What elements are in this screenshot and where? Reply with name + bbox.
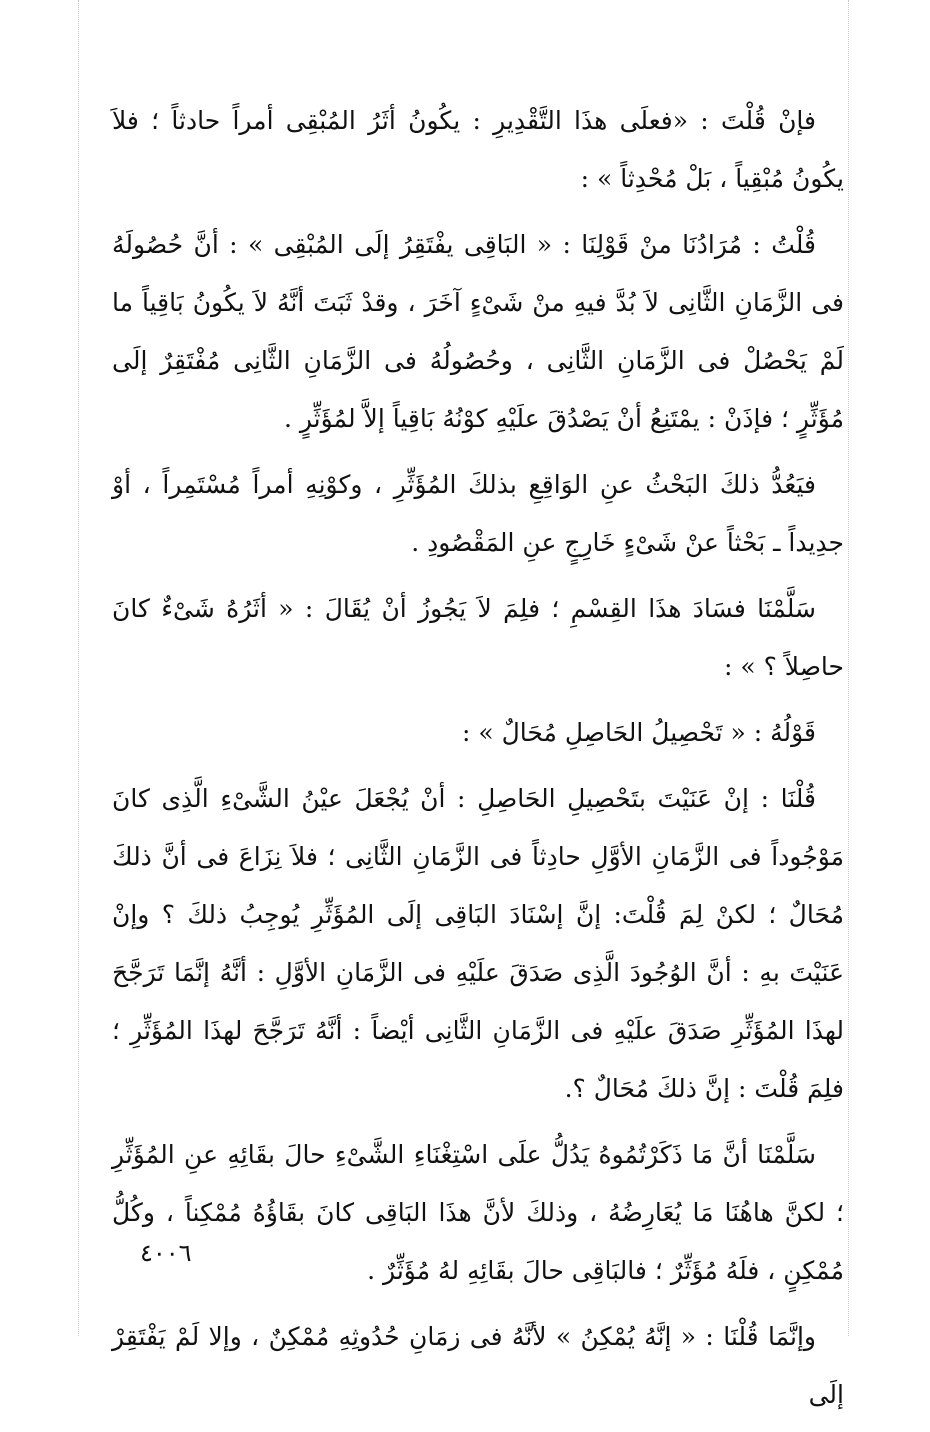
paragraph: فإنْ قُلْتَ : «فعلَى هذَا التَّقْدِيرِ : يكُونُ أثَرُ المُبْقِى أمراً حادثاً ؛ فلاَ يكُونُ مُبْقِياً ، بَلْ مُحْدِثاً » : [112,106,844,193]
body-text [112,92,844,1432]
scan-guide-right [848,0,849,1336]
paragraph: فيَعُدُّ ذلكَ البَحْثُ عنِ الوَاقِعِ بذلكَ المُؤَثِّرِ ، وكوْنِهِ أمراً مُسْتَمِراً ، أوْ جدِيداً ـ بَحْثاً عنْ شَىْءٍ خَارِجٍ عنِ المَقْصُودِ . [112,470,844,557]
paragraph: قُلْتُ : مُرَادُنَا منْ قَوْلِنَا : « البَاقِى يفْتَقِرُ إلَى المُبْقِى » : أنَّ حُصُولَهُ فى الزَّمَانِ الثَّانِى لاَ بُدَّ فيهِ منْ شَىْءٍ آخَرَ ، وقدْ ثَبَتَ أنَّهُ لاَ يكُونُ بَاقِياً ما لَمْ يَحْصُلْ فى الزَّمَانِ الثَّانِى ، وحُصُولُهُ فى الزَّمَانِ الثَّانِى مُفْتَقِرٌ إلَى مُؤَثِّرٍ ؛ فإذَنْ : يمْتَنِعُ أنْ يَصْدُقَ علَيْهِ كوْنُهُ بَاقِياً إلاَّ لمُؤَثِّرٍ . [112,230,844,433]
paragraph: سَلَّمْنَا أنَّ مَا ذَكَرْتُمُوهُ يَدُلُّ علَى اسْتِغْنَاءِ الشَّىْءِ حالَ بقَائِهِ عنِ المُؤَثِّرِ ؛ لكنَّ هاهُنَا مَا يُعَارِضُهُ ، وذلكَ لأنَّ هذَا البَاقِى كانَ بقَاؤُهُ مُمْكِناً ، وكُلُّ مُمْكِنٍ ، فلَهُ مُؤَثِّرٌ ؛ فالبَاقِى حالَ بقَائِهِ لهُ مُؤَثِّرٌ . [112,1140,844,1285]
page-number: ٤٠٠٦ [140,1239,192,1267]
paragraph: قُلْنَا : إنْ عَنَيْتَ بتَحْصِيلِ الحَاصِلِ : أنْ يُجْعَلَ عيْنُ الشَّىْءِ الَّذِى كانَ مَوْجُوداً فى الزَّمَانِ الأوَّلِ حادِثاً فى الزَّمَانِ الثَّانِى ؛ فلاَ نِزَاعَ فى أنَّ ذلكَ مُحَالٌ ؛ لكنْ لِمَ قُلْتَ: إنَّ إسْنَادَ البَاقِى إلَى المُؤَثِّرِ يُوجِبُ ذلكَ ؟ وإنْ عَنَيْتَ بهِ : أنَّ الوُجُودَ الَّذِى صَدَقَ علَيْهِ فى الزَّمَانِ الأوَّلِ : أنَّهُ إنَّمَا تَرَجَّحَ لهذَا المُؤَثِّرِ صَدَقَ علَيْهِ فى الزَّمَانِ الثَّانِى أيْضاً : أنَّهُ تَرَجَّحَ لهذَا المُؤَثِّرِ ؛ فلِمَ قُلْتَ : إنَّ ذلكَ مُحَالٌ ؟. [112,784,844,1103]
paragraph: سَلَّمْنَا فسَادَ هذَا القِسْمِ ؛ فلِمَ لاَ يَجُوزُ أنْ يُقَالَ : « أثَرُهُ شَىْءٌ كانَ حاصِلاً ؟ » : [112,594,844,681]
paragraph: وإنَّمَا قُلْنَا : « إنَّهُ يُمْكِنُ » لأنَّهُ فى زمَانِ حُدُوثِهِ مُمْكِنٌ ، وإلا لَمْ يَفْتَقِرْ إلَى [112,1322,844,1409]
paragraph: قَوْلُهُ : « تَحْصِيلُ الحَاصِلِ مُحَالٌ » : [462,718,816,747]
scan-guide-left [78,0,79,1336]
